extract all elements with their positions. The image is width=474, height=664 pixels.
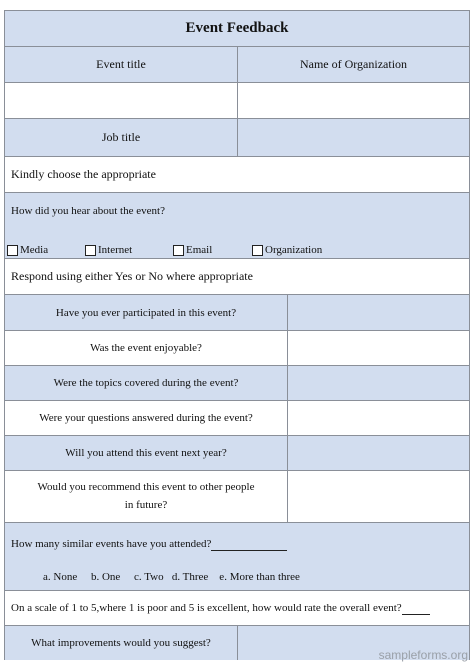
- option-organization[interactable]: [252, 244, 322, 256]
- option-email-label: Email: [186, 244, 213, 256]
- similar-events-section: [5, 523, 469, 591]
- answer-field[interactable]: [288, 471, 469, 522]
- yes-no-instruction: Respond using either Yes or No where appropriate: [5, 259, 469, 295]
- rating-row: [5, 591, 469, 626]
- media-checkbox[interactable]: [7, 245, 18, 256]
- similar-events-question: How many similar events have you attended?: [11, 538, 287, 551]
- option-organization-label: Organization: [265, 244, 323, 256]
- question-row: [5, 436, 469, 471]
- answer-field[interactable]: [288, 295, 469, 330]
- question-label: Would you recommend this event to other people in future?: [5, 471, 288, 522]
- question-row: [5, 471, 469, 523]
- hear-about-section: [5, 193, 469, 259]
- event-org-answer-row: [5, 83, 469, 119]
- question-row: [5, 401, 469, 436]
- question-label: Was the event enjoyable?: [5, 331, 288, 365]
- event-title-field[interactable]: [5, 83, 238, 118]
- question-label: Have you ever participated in this event?: [5, 295, 288, 330]
- form-title: Event Feedback: [185, 20, 289, 36]
- question-label: Will you attend this event next year?: [5, 436, 288, 470]
- answer-field[interactable]: [288, 331, 469, 365]
- job-title-row: [5, 119, 469, 157]
- question-row: [5, 331, 469, 366]
- rating-question: On a scale of 1 to 5,where 1 is poor and 5 is excellent, how would rate the overall event?: [11, 602, 430, 615]
- email-checkbox[interactable]: [173, 245, 184, 256]
- organization-label: Name of Organization: [299, 57, 408, 71]
- organization-field[interactable]: [238, 83, 469, 118]
- watermark: sampleforms.org: [378, 648, 468, 662]
- question-label: Were your questions answered during the event?: [5, 401, 288, 435]
- rating-blank[interactable]: [402, 602, 430, 615]
- event-feedback-form: [4, 10, 470, 660]
- option-media-label: Media: [20, 244, 49, 256]
- event-title-label: Event title: [5, 47, 238, 82]
- similar-events-options: a. None b. One c. Two d. Three e. More than three: [43, 571, 300, 583]
- question-row: [5, 295, 469, 331]
- improvements-label: What improvements would you suggest?: [5, 626, 238, 660]
- option-internet[interactable]: [85, 244, 132, 256]
- question-label: Were the topics covered during the event?: [5, 366, 288, 400]
- option-internet-label: Internet: [98, 244, 133, 256]
- option-media[interactable]: [7, 244, 48, 256]
- answer-field[interactable]: [288, 401, 469, 435]
- option-email[interactable]: [173, 244, 212, 256]
- answer-field[interactable]: [288, 436, 469, 470]
- organization-checkbox[interactable]: [252, 245, 263, 256]
- job-title-label: Job title: [5, 119, 238, 156]
- header-row: [5, 47, 469, 83]
- answer-field[interactable]: [288, 366, 469, 400]
- job-title-field[interactable]: [238, 119, 469, 156]
- question-row: [5, 366, 469, 401]
- internet-checkbox[interactable]: [85, 245, 96, 256]
- kindly-choose-text: Kindly choose the appropriate: [5, 157, 469, 193]
- form-title-row: [5, 11, 469, 47]
- hear-about-question: How did you hear about the event?: [11, 205, 165, 217]
- similar-events-blank[interactable]: [211, 538, 287, 551]
